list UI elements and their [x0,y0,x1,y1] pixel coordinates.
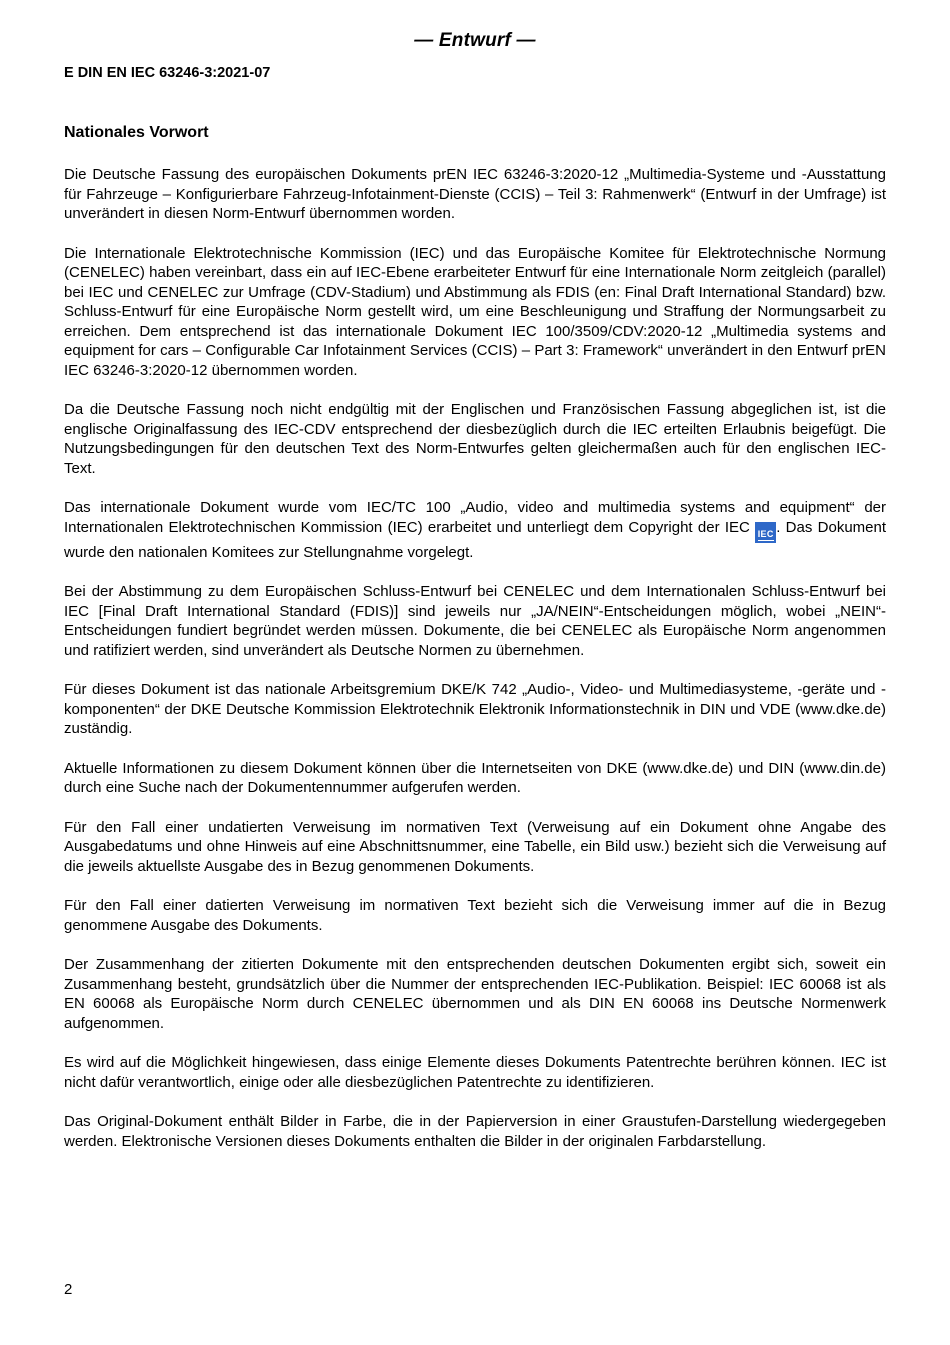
paragraph-9: Für den Fall einer datierten Verweisung im normativen Text bezieht sich die Verweisung immer auf die in Bezug genommene Ausgabe des Dokuments. [64,897,886,934]
paragraph-7: Aktuelle Informationen zu diesem Dokument können über die Internetseiten von DKE (www.dke.de) und DIN (www.din.de) durch eine Suche nach der Dokumentennummer aufgerufen werden. [64,759,886,796]
iec-logo-text: IEC [757,528,774,539]
page-number: 2 [64,1281,73,1298]
paragraph-10: Der Zusammenhang der zitierten Dokumente mit den entsprechenden deutschen Dokumenten ergibt sich, soweit ein Zusammenhang besteht, grundsätzlich über die Nummer der entsprechenden IEC-Publikation. Beispiel: IEC 60068 ist als EN 60068 als Europäische Norm durch CENELEC übernommen und als DIN EN 60068 ins Deutsche Normenwerk aufgenommen. [64,956,886,1032]
section-heading: Nationales Vorwort [64,124,209,141]
draft-banner: — Entwurf — [414,30,536,51]
paragraph-1: Die Deutsche Fassung des europäischen Dokuments prEN IEC 63246-3:2020-12 „Multimedia-Systeme und -Ausstattung für Fahrzeuge – Konfigurierbare Fahrzeug-Infotainment-Dienste (CCIS) – Teil 3: Rahmenwerk“ (Entwurf in der Umfrage) ist unverändert in diesen Norm-Entwurf übernommen worden. [64,166,886,222]
paragraph-4-text-before-logo: Das internationale Dokument wurde vom IEC/TC 100 „Audio, video and multimedia systems and equipment“ der Internationalen Elektrotechnischen Kommission (IEC) erarbeitet und unterliegt dem Copyright der IEC [64,499,886,536]
paragraph-3: Da die Deutsche Fassung noch nicht endgültig mit der Englischen und Französischen Fassung abgeglichen ist, ist die englische Originalfassung des IEC-CDV entsprechend der diesbezüglich durch die IEC erteilten Erlaubnis beigefügt. Die Nutzungsbedingungen für den deutschen Text des Norm-Entwurfes gelten gleichermaßen auch für den englischen IEC-Text. [64,401,886,477]
paragraph-4 [64,498,886,562]
body-text [64,165,886,1151]
paragraph-5: Bei der Abstimmung zu dem Europäischen Schluss-Entwurf bei CENELEC und dem Internationalen Schluss-Entwurf bei IEC [Final Draft International Standard (FDIS)] sind jeweils nur „JA/NEIN“-Entscheidungen möglich, wobei „NEIN“-Entscheidungen fundiert begründet werden müssen. Dokumente, die bei CENELEC als Europäische Norm angenommen und ratifiziert werden, sind unverändert als Deutsche Normen zu übernehmen. [64,583,886,659]
page-content [64,0,886,1171]
paragraph-12: Das Original-Dokument enthält Bilder in Farbe, die in der Papierversion in einer Graustufen-Darstellung wiedergegeben werden. Elektronische Versionen dieses Dokuments enthalten die Bilder in der originalen Farbdarstellung. [64,1113,886,1150]
paragraph-6: Für dieses Dokument ist das nationale Arbeitsgremium DKE/K 742 „Audio-, Video- und Multimediasysteme, -geräte und -komponenten“ der DKE Deutsche Kommission Elektrotechnik Elektronik Informationstechnik in DIN und VDE (www.dke.de) zuständig. [64,681,886,737]
iec-logo [755,522,776,543]
paragraph-11: Es wird auf die Möglichkeit hingewiesen, dass einige Elemente dieses Dokuments Patentrechte berühren können. IEC ist nicht dafür verantwortlich, einige oder alle diesbezüglichen Patentrechte zu identifizieren. [64,1054,886,1091]
paragraph-8: Für den Fall einer undatierten Verweisung im normativen Text (Verweisung auf ein Dokument ohne Angabe des Ausgabedatums und ohne Hinweis auf eine Abschnittsnummer, eine Tabelle, ein Bild usw.) bezieht sich die Verweisung auf die jeweils aktuellste Ausgabe des in Bezug genommenen Dokuments. [64,818,886,875]
doc-number: E DIN EN IEC 63246-3:2021-07 [64,65,271,81]
iec-logo-bar [758,543,773,547]
paragraph-4-text-after-logo: . Das Dokument wurde den nationalen Komitees zur Stellungnahme vorgelegt. [64,518,887,561]
paragraph-2: Die Internationale Elektrotechnische Kommission (IEC) und das Europäische Komitee für Elektrotechnische Normung (CENELEC) haben vereinbart, dass ein auf IEC-Ebene erarbeiteter Entwurf für eine Internationale Norm zeitgleich (parallel) bei IEC und CENELEC zur Umfrage (CDV-Stadium) und Abstimmung als FDIS (en: Final Draft International Standard) bzw. Schluss-Entwurf für eine Europäische Norm gestellt wird, um eine Beschleunigung und Straffung der Normungsarbeit zu erreichen. Dem entsprechend ist das internationale Dokument IEC 100/3509/CDV:2020-12 „Multimedia systems and equipment for cars – Configurable Car Infotainment Services (CCIS) – Part 3: Framework“ unverändert in den Entwurf prEN IEC 63246-3:2020-12 übernommen worden. [64,244,886,379]
